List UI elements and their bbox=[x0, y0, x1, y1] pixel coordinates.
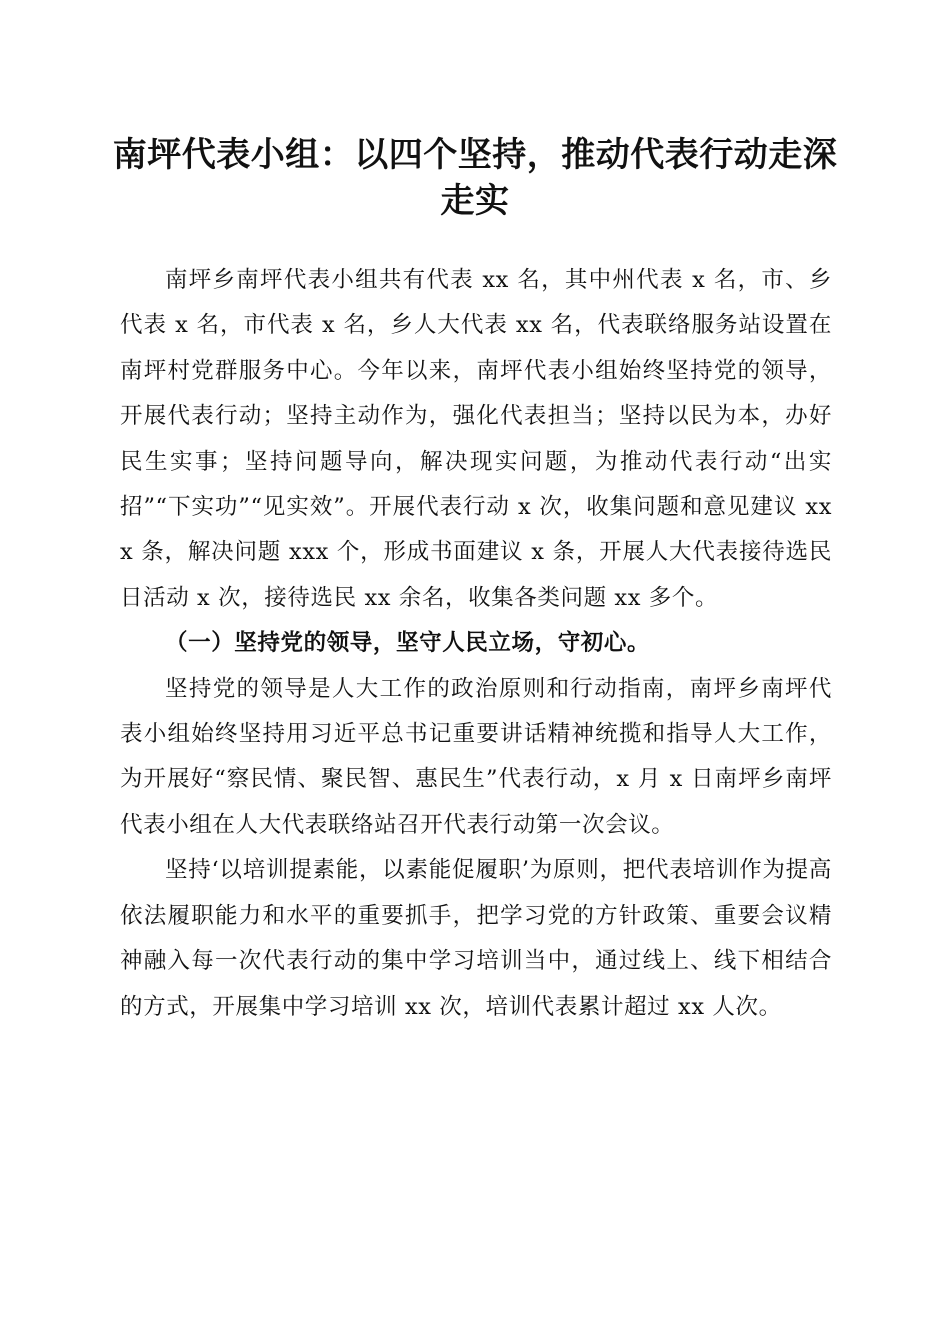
section-paragraph-2: 坚持‘以培训提素能，以素能促履职’为原则，把代表培训作为提高依法履职能力和水平的重要抓手，把学习党的方针政策、重要会议精神融入每一次代表行动的集中学习培训当中，通过线上、线下相结合的方式，开展集中学习培训 xx 次，培训代表累计超过 xx 人次。 bbox=[120, 857, 832, 1020]
document-title: 南坪代表小组：以四个坚持，推动代表行动走深走实 bbox=[112, 135, 838, 221]
section-heading: （一）坚持党的领导，坚守人民立场，守初心。 bbox=[165, 630, 651, 657]
section-paragraph-1: 坚持党的领导是人大工作的政治原则和行动指南，南坪乡南坪代表小组始终坚持用习近平总书记重要讲话精神统揽和指导人大工作，为开展好“察民情、聚民智、惠民生”代表行动，x 月 x 日南坪乡南坪代表小组在人大代表联络站召开代表行动第一次会议。 bbox=[120, 675, 832, 838]
document-body bbox=[120, 258, 832, 1030]
intro-paragraph: 南坪乡南坪代表小组共有代表 xx 名，其中州代表 x 名，市、乡代表 x 名，市代表 x 名，乡人大代表 xx 名，代表联络服务站设置在南坪村党群服务中心。今年以来，南坪代表小组始终坚持党的领导，开展代表行动；坚持主动作为，强化代表担当；坚持以民为本，办好民生实事；坚持问题导向，解决现实问题，为推动代表行动“出实招”“下实功”“见实效”。开展代表行动 x 次，收集问题和意见建议 xxx 条，解决问题 xxx 个，形成书面建议 x 条，开展人大代表接待选民日活动 x 次，接待选民 xx 余名，收集各类问题 xx 多个。 bbox=[120, 267, 832, 611]
